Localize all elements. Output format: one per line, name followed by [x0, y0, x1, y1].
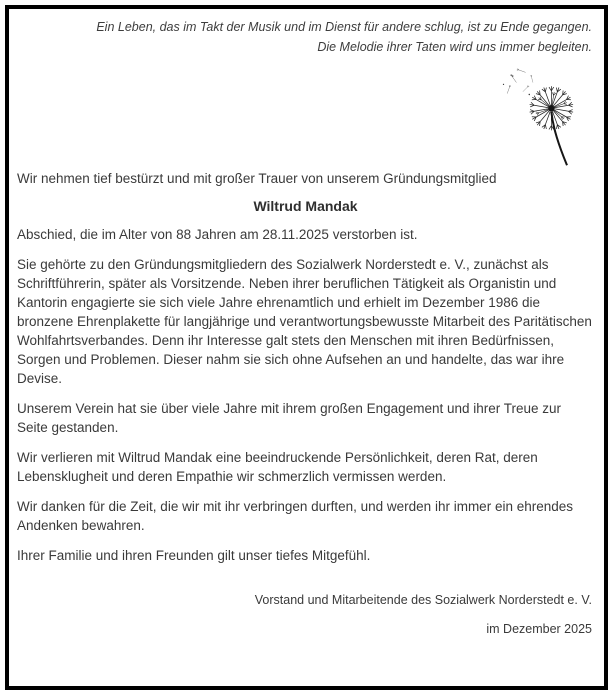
- obituary-paragraph: Unserem Verein hat sie über viele Jahre mit ihrem großen Engagement und ihrer Treue zur Seite gestanden.: [17, 401, 562, 435]
- date-text: im Dezember 2025: [486, 622, 592, 636]
- intro-text: Wir nehmen tief bestürzt und mit großer Trauer von unserem Gründungsmitglied: [17, 171, 497, 186]
- dandelion-image: [498, 64, 590, 170]
- obituary-paragraph: Wir danken für die Zeit, die wir mit ihr verbringen durften, und werden ihr immer ein ehrendes Andenken bewahren.: [17, 499, 573, 533]
- obituary-body: [9, 169, 604, 639]
- signature-text: Vorstand und Mitarbeitende des Sozialwerk Norderstedt e. V.: [254, 593, 592, 607]
- obituary-frame: [5, 5, 608, 690]
- opening-quote: [9, 9, 604, 57]
- obituary-paragraph: Sie gehörte zu den Gründungsmitgliedern des Sozialwerk Norderstedt e. V., zunächst als Schriftführerin, später als Vorsitzende. Neben ihrer beruflichen Tätigkeit als Organistin und Kantorin engagierte sie sich viele Jahre ehrenamtlich und erhielt im Dezember 1986 die bronzene Ehrenplakette für langjährige und verantwortungsbewusste Mitarbeit des Paritätischen Wohlfahrtsverbandes. Denn ihr Interesse galt stets den Menschen mit ihren Bedürfnissen, Sorgen und Problemen. Dieser nahm sie sich ohne Aufsehen an und handelte, das war ihre Devise.: [17, 257, 592, 386]
- quote-line-2: Die Melodie ihrer Taten wird uns immer begleiten.: [317, 40, 592, 54]
- deceased-name: Wiltrud Mandak: [253, 198, 358, 214]
- obituary-paragraph: Ihrer Familie und ihren Freunden gilt unser tiefes Mitgefühl.: [17, 548, 371, 563]
- quote-line-1: Ein Leben, das im Takt der Musik und im Dienst für andere schlug, ist zu Ende gegangen.: [96, 20, 592, 34]
- obituary-paragraph: Wir verlieren mit Wiltrud Mandak eine beeindruckende Persönlichkeit, deren Rat, deren Lebensklugheit und deren Empathie wir schmerzlich vermissen werden.: [17, 450, 538, 484]
- farewell-text: Abschied, die im Alter von 88 Jahren am 28.11.2025 verstorben ist.: [17, 227, 418, 242]
